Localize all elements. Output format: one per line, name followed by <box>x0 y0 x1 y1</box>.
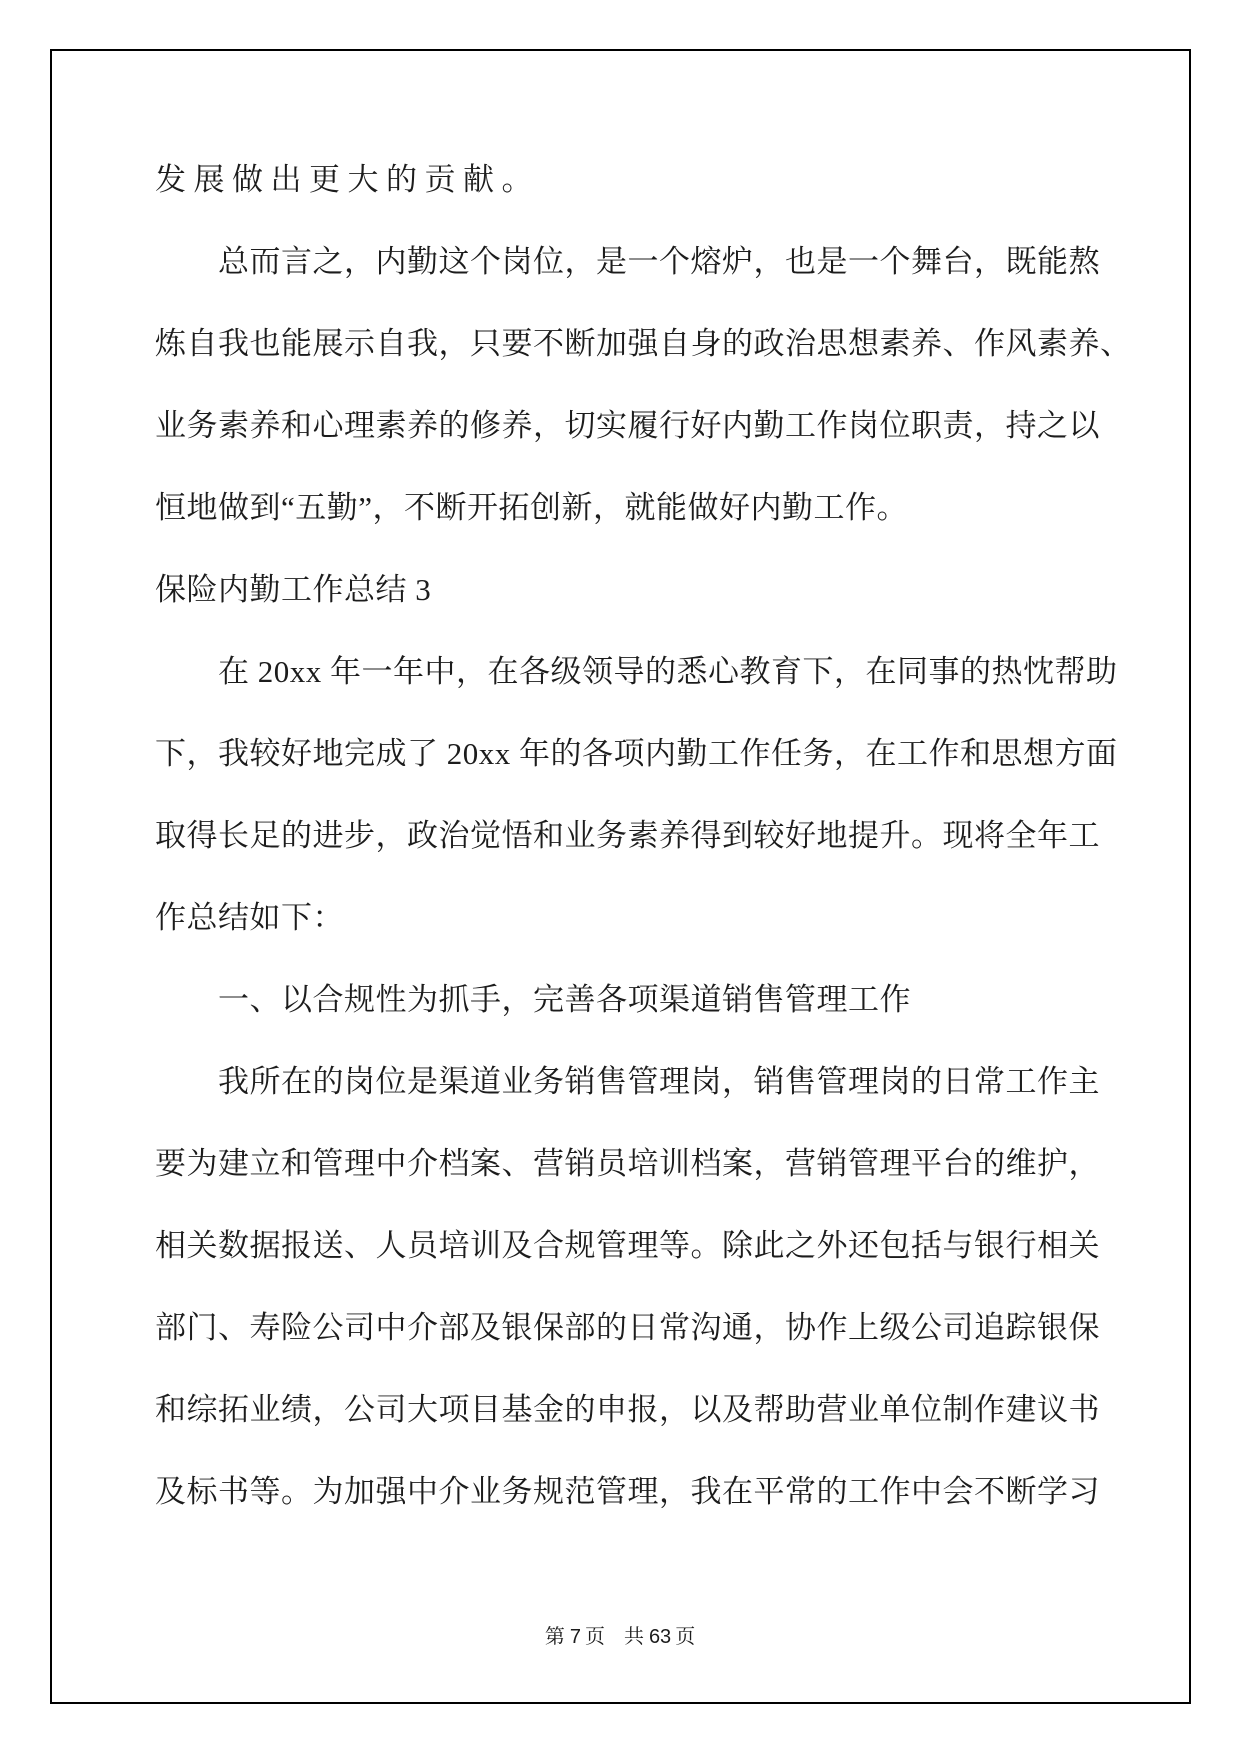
text-line: 炼自我也能展示自我，只要不断加强自身的政治思想素养、作风素养、 <box>155 326 1132 361</box>
text-line: 业务素养和心理素养的修养，切实履行好内勤工作岗位职责，持之以 <box>155 408 1100 443</box>
text-line: 取得长足的进步，政治觉悟和业务素养得到较好地提升。现将全年工 <box>155 818 1100 853</box>
text-line: 我所在的岗位是渠道业务销售管理岗，销售管理岗的日常工作主 <box>218 1064 1100 1099</box>
text-line: 要为建立和管理中介档案、营销员培训档案，营销管理平台的维护， <box>155 1146 1100 1181</box>
text-line: 在 20xx 年一年中，在各级领导的悉心教育下，在同事的热忱帮助 <box>218 654 1118 689</box>
section-heading: 一、以合规性为抓手，完善各项渠道销售管理工作 <box>218 982 911 1017</box>
text-line: 下，我较好地完成了 20xx 年的各项内勤工作任务，在工作和思想方面 <box>155 736 1118 771</box>
section-title: 保险内勤工作总结 3 <box>155 572 432 607</box>
text-line: 发展做出更大的贡献。 <box>155 162 540 197</box>
text-line: 相关数据报送、人员培训及合规管理等。除此之外还包括与银行相关 <box>155 1228 1100 1263</box>
page-number: 7 <box>569 1626 581 1648</box>
page-label-prefix: 第 <box>544 1626 566 1648</box>
page-label-unit: 页 <box>584 1626 606 1648</box>
text-line: 和综拓业绩，公司大项目基金的申报，以及帮助营业单位制作建议书 <box>155 1392 1100 1427</box>
text-line: 及标书等。为加强中介业务规范管理，我在平常的工作中会不断学习 <box>155 1474 1100 1509</box>
text-line: 部门、寿险公司中介部及银保部的日常沟通，协作上级公司追踪银保 <box>155 1310 1100 1345</box>
text-line: 恒地做到“五勤”，不断开拓创新，就能做好内勤工作。 <box>155 490 909 525</box>
document-body <box>155 139 1160 1533</box>
text-line: 作总结如下： <box>155 900 344 935</box>
total-label-prefix: 共 <box>623 1626 645 1648</box>
total-page-count: 63 <box>648 1626 672 1648</box>
total-label-unit: 页 <box>675 1626 697 1648</box>
text-line: 总而言之，内勤这个岗位，是一个熔炉，也是一个舞台，既能熬 <box>218 244 1100 279</box>
page-footer <box>0 1621 1241 1653</box>
